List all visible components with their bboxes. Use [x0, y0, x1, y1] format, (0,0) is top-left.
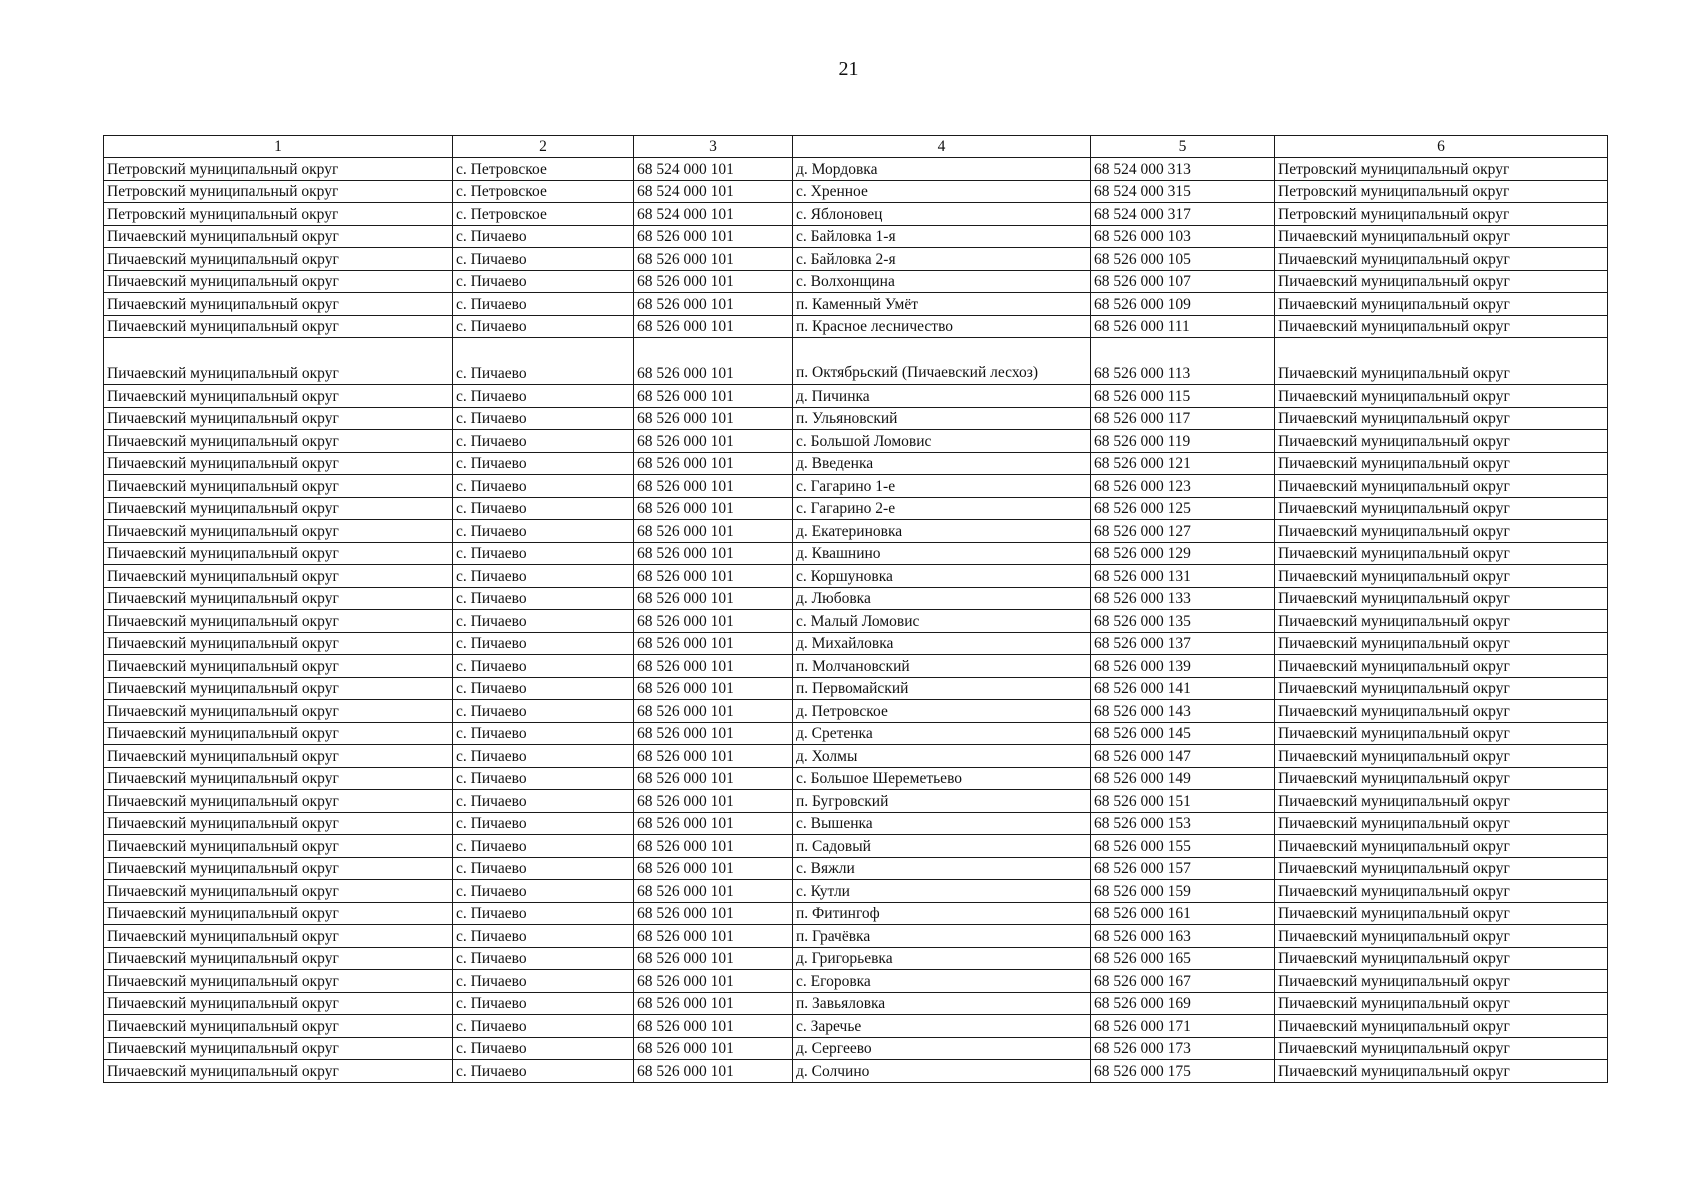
district-cell: Пичаевский муниципальный округ	[104, 857, 453, 880]
center-code-cell: 68 526 000 101	[634, 385, 793, 408]
settlement-code-cell: 68 526 000 173	[1091, 1037, 1275, 1060]
district-cell: Пичаевский муниципальный округ	[104, 248, 453, 271]
settlement-code-cell: 68 526 000 129	[1091, 542, 1275, 565]
settlement-code-cell: 68 526 000 111	[1091, 315, 1275, 338]
settlement-code-cell: 68 526 000 153	[1091, 812, 1275, 835]
table-row	[104, 700, 1608, 723]
center-cell: с. Пичаево	[453, 700, 634, 723]
table-row	[104, 880, 1608, 903]
center-code-cell: 68 524 000 101	[634, 158, 793, 181]
municipality-cell: Пичаевский муниципальный округ	[1275, 610, 1608, 633]
settlement-cell: с. Яблоновец	[793, 203, 1091, 226]
municipality-cell: Пичаевский муниципальный округ	[1275, 970, 1608, 993]
header-row	[104, 136, 1608, 158]
settlement-code-cell: 68 526 000 113	[1091, 338, 1275, 385]
settlement-cell: п. Октябрьский (Пичаевский лесхоз)	[793, 338, 1091, 385]
center-code-cell: 68 526 000 101	[634, 497, 793, 520]
center-code-cell: 68 526 000 101	[634, 677, 793, 700]
table-row	[104, 1015, 1608, 1038]
settlement-cell: д. Холмы	[793, 745, 1091, 768]
center-cell: с. Пичаево	[453, 745, 634, 768]
center-cell: с. Пичаево	[453, 520, 634, 543]
center-code-cell: 68 526 000 101	[634, 767, 793, 790]
center-cell: с. Пичаево	[453, 722, 634, 745]
table-row	[104, 1037, 1608, 1060]
settlement-code-cell: 68 526 000 103	[1091, 225, 1275, 248]
settlement-code-cell: 68 526 000 139	[1091, 655, 1275, 678]
municipality-cell: Пичаевский муниципальный округ	[1275, 677, 1608, 700]
table-row	[104, 722, 1608, 745]
settlement-code-cell: 68 526 000 107	[1091, 270, 1275, 293]
settlement-code-cell: 68 526 000 135	[1091, 610, 1275, 633]
settlement-cell: п. Фитингоф	[793, 902, 1091, 925]
center-code-cell: 68 526 000 101	[634, 315, 793, 338]
settlement-code-cell: 68 526 000 121	[1091, 452, 1275, 475]
table-row	[104, 745, 1608, 768]
center-cell: с. Пичаево	[453, 857, 634, 880]
settlement-code-cell: 68 526 000 163	[1091, 925, 1275, 948]
table-row	[104, 520, 1608, 543]
settlement-code-cell: 68 526 000 125	[1091, 497, 1275, 520]
table-row	[104, 655, 1608, 678]
settlement-cell: п. Грачёвка	[793, 925, 1091, 948]
municipality-cell: Пичаевский муниципальный округ	[1275, 587, 1608, 610]
settlement-cell: с. Малый Ломовис	[793, 610, 1091, 633]
district-cell: Пичаевский муниципальный округ	[104, 767, 453, 790]
column-header: 6	[1275, 136, 1608, 158]
district-cell: Пичаевский муниципальный округ	[104, 835, 453, 858]
municipality-cell: Пичаевский муниципальный округ	[1275, 407, 1608, 430]
settlement-code-cell: 68 524 000 315	[1091, 180, 1275, 203]
settlement-code-cell: 68 526 000 141	[1091, 677, 1275, 700]
district-cell: Пичаевский муниципальный округ	[104, 497, 453, 520]
municipality-cell: Петровский муниципальный округ	[1275, 158, 1608, 181]
center-cell: с. Пичаево	[453, 767, 634, 790]
center-cell: с. Пичаево	[453, 293, 634, 316]
table-row	[104, 902, 1608, 925]
district-cell: Пичаевский муниципальный округ	[104, 722, 453, 745]
settlement-cell: д. Введенка	[793, 452, 1091, 475]
center-cell: с. Пичаево	[453, 407, 634, 430]
center-cell: с. Пичаево	[453, 880, 634, 903]
center-code-cell: 68 526 000 101	[634, 248, 793, 271]
district-cell: Пичаевский муниципальный округ	[104, 970, 453, 993]
settlement-code-cell: 68 526 000 133	[1091, 587, 1275, 610]
settlement-cell: с. Коршуновка	[793, 565, 1091, 588]
center-code-cell: 68 526 000 101	[634, 700, 793, 723]
settlement-cell: д. Пичинка	[793, 385, 1091, 408]
settlement-cell: с. Вышенка	[793, 812, 1091, 835]
settlement-code-cell: 68 526 000 167	[1091, 970, 1275, 993]
settlement-cell: с. Хренное	[793, 180, 1091, 203]
center-code-cell: 68 526 000 101	[634, 430, 793, 453]
district-cell: Пичаевский муниципальный округ	[104, 270, 453, 293]
center-code-cell: 68 526 000 101	[634, 902, 793, 925]
center-cell: с. Петровское	[453, 180, 634, 203]
center-cell: с. Пичаево	[453, 947, 634, 970]
settlement-cell: д. Квашнино	[793, 542, 1091, 565]
center-code-cell: 68 526 000 101	[634, 790, 793, 813]
district-cell: Пичаевский муниципальный округ	[104, 225, 453, 248]
center-code-cell: 68 526 000 101	[634, 1060, 793, 1083]
municipality-cell: Пичаевский муниципальный округ	[1275, 722, 1608, 745]
settlement-cell: с. Байловка 1-я	[793, 225, 1091, 248]
settlement-code-cell: 68 526 000 115	[1091, 385, 1275, 408]
table-row	[104, 542, 1608, 565]
district-cell: Пичаевский муниципальный округ	[104, 293, 453, 316]
center-code-cell: 68 526 000 101	[634, 520, 793, 543]
table-row	[104, 497, 1608, 520]
column-header: 3	[634, 136, 793, 158]
center-cell: с. Пичаево	[453, 430, 634, 453]
center-cell: с. Пичаево	[453, 902, 634, 925]
center-cell: с. Пичаево	[453, 925, 634, 948]
settlement-cell: с. Большой Ломовис	[793, 430, 1091, 453]
municipality-cell: Пичаевский муниципальный округ	[1275, 270, 1608, 293]
center-code-cell: 68 526 000 101	[634, 270, 793, 293]
district-cell: Пичаевский муниципальный округ	[104, 1060, 453, 1083]
settlement-code-cell: 68 526 000 159	[1091, 880, 1275, 903]
table-row	[104, 677, 1608, 700]
municipality-cell: Пичаевский муниципальный округ	[1275, 565, 1608, 588]
district-cell: Пичаевский муниципальный округ	[104, 315, 453, 338]
settlement-code-cell: 68 524 000 313	[1091, 158, 1275, 181]
center-code-cell: 68 524 000 101	[634, 180, 793, 203]
center-cell: с. Пичаево	[453, 248, 634, 271]
settlement-cell: д. Солчино	[793, 1060, 1091, 1083]
settlement-cell: с. Большое Шереметьево	[793, 767, 1091, 790]
settlement-code-cell: 68 526 000 137	[1091, 632, 1275, 655]
center-code-cell: 68 526 000 101	[634, 293, 793, 316]
municipality-cell: Пичаевский муниципальный округ	[1275, 992, 1608, 1015]
table-row	[104, 632, 1608, 655]
municipality-cell: Петровский муниципальный округ	[1275, 180, 1608, 203]
center-code-cell: 68 526 000 101	[634, 947, 793, 970]
municipality-cell: Пичаевский муниципальный округ	[1275, 835, 1608, 858]
table-row	[104, 767, 1608, 790]
column-header: 1	[104, 136, 453, 158]
district-cell: Пичаевский муниципальный округ	[104, 790, 453, 813]
table-row	[104, 610, 1608, 633]
settlement-code-cell: 68 526 000 127	[1091, 520, 1275, 543]
settlement-code-cell: 68 526 000 169	[1091, 992, 1275, 1015]
center-code-cell: 68 526 000 101	[634, 475, 793, 498]
center-cell: с. Пичаево	[453, 225, 634, 248]
municipality-cell: Пичаевский муниципальный округ	[1275, 790, 1608, 813]
settlement-code-cell: 68 526 000 157	[1091, 857, 1275, 880]
district-cell: Пичаевский муниципальный округ	[104, 925, 453, 948]
center-code-cell: 68 526 000 101	[634, 1015, 793, 1038]
center-cell: с. Пичаево	[453, 497, 634, 520]
settlement-code-cell: 68 526 000 131	[1091, 565, 1275, 588]
district-cell: Пичаевский муниципальный округ	[104, 587, 453, 610]
settlement-code-cell: 68 526 000 109	[1091, 293, 1275, 316]
center-code-cell: 68 524 000 101	[634, 203, 793, 226]
center-code-cell: 68 526 000 101	[634, 745, 793, 768]
center-cell: с. Петровское	[453, 203, 634, 226]
center-code-cell: 68 526 000 101	[634, 452, 793, 475]
center-cell: с. Пичаево	[453, 1015, 634, 1038]
district-cell: Пичаевский муниципальный округ	[104, 520, 453, 543]
center-code-cell: 68 526 000 101	[634, 225, 793, 248]
district-cell: Петровский муниципальный округ	[104, 158, 453, 181]
column-header: 4	[793, 136, 1091, 158]
municipality-cell: Пичаевский муниципальный округ	[1275, 452, 1608, 475]
settlement-cell: с. Гагарино 2-е	[793, 497, 1091, 520]
settlement-cell: п. Бугровский	[793, 790, 1091, 813]
municipality-cell: Пичаевский муниципальный округ	[1275, 430, 1608, 453]
municipality-cell: Пичаевский муниципальный округ	[1275, 947, 1608, 970]
center-cell: с. Пичаево	[453, 385, 634, 408]
settlement-cell: с. Егоровка	[793, 970, 1091, 993]
settlement-cell: с. Кутли	[793, 880, 1091, 903]
center-cell: с. Пичаево	[453, 610, 634, 633]
table-row	[104, 947, 1608, 970]
center-cell: с. Пичаево	[453, 970, 634, 993]
settlement-code-cell: 68 526 000 155	[1091, 835, 1275, 858]
district-cell: Петровский муниципальный округ	[104, 180, 453, 203]
table-row	[104, 452, 1608, 475]
settlement-code-cell: 68 526 000 175	[1091, 1060, 1275, 1083]
settlement-cell: п. Каменный Умёт	[793, 293, 1091, 316]
municipality-cell: Пичаевский муниципальный округ	[1275, 880, 1608, 903]
page-number: 21	[838, 58, 859, 80]
settlement-code-cell: 68 526 000 119	[1091, 430, 1275, 453]
municipality-cell: Пичаевский муниципальный округ	[1275, 812, 1608, 835]
center-code-cell: 68 526 000 101	[634, 338, 793, 385]
settlement-cell: с. Волхонщина	[793, 270, 1091, 293]
table-row	[104, 158, 1608, 181]
table-row	[104, 790, 1608, 813]
table-row	[104, 475, 1608, 498]
district-cell: Пичаевский муниципальный округ	[104, 812, 453, 835]
settlement-cell: с. Гагарино 1-е	[793, 475, 1091, 498]
center-code-cell: 68 526 000 101	[634, 632, 793, 655]
center-code-cell: 68 526 000 101	[634, 812, 793, 835]
settlement-cell: п. Красное лесничество	[793, 315, 1091, 338]
district-cell: Пичаевский муниципальный округ	[104, 407, 453, 430]
center-code-cell: 68 526 000 101	[634, 565, 793, 588]
district-cell: Пичаевский муниципальный округ	[104, 338, 453, 385]
center-code-cell: 68 526 000 101	[634, 925, 793, 948]
center-cell: с. Пичаево	[453, 790, 634, 813]
table-row	[104, 270, 1608, 293]
center-cell: с. Пичаево	[453, 475, 634, 498]
settlement-cell: д. Михайловка	[793, 632, 1091, 655]
center-cell: с. Пичаево	[453, 587, 634, 610]
settlement-cell: д. Сергеево	[793, 1037, 1091, 1060]
municipality-cell: Пичаевский муниципальный округ	[1275, 632, 1608, 655]
settlement-cell: д. Сретенка	[793, 722, 1091, 745]
district-cell: Пичаевский муниципальный округ	[104, 542, 453, 565]
district-cell: Пичаевский муниципальный округ	[104, 677, 453, 700]
center-cell: с. Пичаево	[453, 1060, 634, 1083]
settlement-code-cell: 68 526 000 117	[1091, 407, 1275, 430]
municipality-cell: Пичаевский муниципальный округ	[1275, 925, 1608, 948]
settlement-code-cell: 68 526 000 161	[1091, 902, 1275, 925]
table-row	[104, 338, 1608, 385]
settlement-cell: д. Любовка	[793, 587, 1091, 610]
district-cell: Пичаевский муниципальный округ	[104, 475, 453, 498]
settlement-cell: п. Завьяловка	[793, 992, 1091, 1015]
settlement-code-cell: 68 526 000 171	[1091, 1015, 1275, 1038]
center-code-cell: 68 526 000 101	[634, 835, 793, 858]
column-header: 2	[453, 136, 634, 158]
municipality-cell: Пичаевский муниципальный округ	[1275, 1060, 1608, 1083]
center-code-cell: 68 526 000 101	[634, 587, 793, 610]
table-body	[104, 158, 1608, 1083]
center-code-cell: 68 526 000 101	[634, 407, 793, 430]
district-cell: Пичаевский муниципальный округ	[104, 655, 453, 678]
table-row	[104, 857, 1608, 880]
district-cell: Пичаевский муниципальный округ	[104, 880, 453, 903]
settlement-code-cell: 68 526 000 123	[1091, 475, 1275, 498]
settlement-cell: с. Вяжли	[793, 857, 1091, 880]
municipality-cell: Пичаевский муниципальный округ	[1275, 1015, 1608, 1038]
center-cell: с. Пичаево	[453, 1037, 634, 1060]
table-row	[104, 407, 1608, 430]
district-cell: Пичаевский муниципальный округ	[104, 745, 453, 768]
table-row	[104, 203, 1608, 226]
center-cell: с. Пичаево	[453, 992, 634, 1015]
center-code-cell: 68 526 000 101	[634, 857, 793, 880]
settlement-cell: д. Петровское	[793, 700, 1091, 723]
municipality-cell: Пичаевский муниципальный округ	[1275, 385, 1608, 408]
district-cell: Пичаевский муниципальный округ	[104, 610, 453, 633]
district-cell: Петровский муниципальный округ	[104, 203, 453, 226]
table-row	[104, 992, 1608, 1015]
center-code-cell: 68 526 000 101	[634, 880, 793, 903]
settlement-code-cell: 68 524 000 317	[1091, 203, 1275, 226]
center-cell: с. Пичаево	[453, 835, 634, 858]
center-cell: с. Пичаево	[453, 338, 634, 385]
table-row	[104, 248, 1608, 271]
district-cell: Пичаевский муниципальный округ	[104, 902, 453, 925]
district-cell: Пичаевский муниципальный округ	[104, 947, 453, 970]
district-cell: Пичаевский муниципальный округ	[104, 700, 453, 723]
settlement-cell: п. Садовый	[793, 835, 1091, 858]
table-row	[104, 315, 1608, 338]
table-row	[104, 180, 1608, 203]
settlement-cell: п. Первомайский	[793, 677, 1091, 700]
municipality-cell: Пичаевский муниципальный округ	[1275, 248, 1608, 271]
district-cell: Пичаевский муниципальный округ	[104, 385, 453, 408]
settlement-cell: с. Байловка 2-я	[793, 248, 1091, 271]
municipality-cell: Пичаевский муниципальный округ	[1275, 902, 1608, 925]
table-row	[104, 812, 1608, 835]
settlement-cell: с. Заречье	[793, 1015, 1091, 1038]
municipality-cell: Пичаевский муниципальный округ	[1275, 497, 1608, 520]
center-cell: с. Пичаево	[453, 565, 634, 588]
settlement-cell: д. Григорьевка	[793, 947, 1091, 970]
center-cell: с. Пичаево	[453, 655, 634, 678]
table-row	[104, 1060, 1608, 1083]
center-code-cell: 68 526 000 101	[634, 655, 793, 678]
center-code-cell: 68 526 000 101	[634, 542, 793, 565]
municipality-cell: Пичаевский муниципальный округ	[1275, 767, 1608, 790]
table-row	[104, 430, 1608, 453]
settlement-code-cell: 68 526 000 147	[1091, 745, 1275, 768]
settlement-cell: д. Мордовка	[793, 158, 1091, 181]
table-row	[104, 835, 1608, 858]
municipality-cell: Пичаевский муниципальный округ	[1275, 520, 1608, 543]
district-cell: Пичаевский муниципальный округ	[104, 565, 453, 588]
municipality-cell: Пичаевский муниципальный округ	[1275, 745, 1608, 768]
municipality-cell: Пичаевский муниципальный округ	[1275, 338, 1608, 385]
settlement-code-cell: 68 526 000 105	[1091, 248, 1275, 271]
settlement-cell: п. Ульяновский	[793, 407, 1091, 430]
center-code-cell: 68 526 000 101	[634, 722, 793, 745]
municipality-cell: Пичаевский муниципальный округ	[1275, 293, 1608, 316]
district-cell: Пичаевский муниципальный округ	[104, 452, 453, 475]
municipality-cell: Пичаевский муниципальный округ	[1275, 225, 1608, 248]
center-code-cell: 68 526 000 101	[634, 970, 793, 993]
municipality-cell: Пичаевский муниципальный округ	[1275, 475, 1608, 498]
table-row	[104, 293, 1608, 316]
table-row	[104, 970, 1608, 993]
municipality-cell: Пичаевский муниципальный округ	[1275, 315, 1608, 338]
center-cell: с. Пичаево	[453, 542, 634, 565]
table-row	[104, 565, 1608, 588]
municipality-cell: Пичаевский муниципальный округ	[1275, 700, 1608, 723]
center-cell: с. Петровское	[453, 158, 634, 181]
district-cell: Пичаевский муниципальный округ	[104, 992, 453, 1015]
center-cell: с. Пичаево	[453, 315, 634, 338]
center-code-cell: 68 526 000 101	[634, 1037, 793, 1060]
settlement-cell: п. Молчановский	[793, 655, 1091, 678]
settlement-code-cell: 68 526 000 165	[1091, 947, 1275, 970]
municipality-cell: Пичаевский муниципальный округ	[1275, 1037, 1608, 1060]
center-cell: с. Пичаево	[453, 812, 634, 835]
district-cell: Пичаевский муниципальный округ	[104, 1015, 453, 1038]
settlements-table	[103, 135, 1608, 1083]
district-cell: Пичаевский муниципальный округ	[104, 1037, 453, 1060]
center-code-cell: 68 526 000 101	[634, 992, 793, 1015]
center-cell: с. Пичаево	[453, 270, 634, 293]
settlement-code-cell: 68 526 000 149	[1091, 767, 1275, 790]
municipality-cell: Пичаевский муниципальный округ	[1275, 857, 1608, 880]
municipality-cell: Пичаевский муниципальный округ	[1275, 542, 1608, 565]
table-row	[104, 587, 1608, 610]
settlement-code-cell: 68 526 000 143	[1091, 700, 1275, 723]
municipality-cell: Пичаевский муниципальный округ	[1275, 655, 1608, 678]
center-cell: с. Пичаево	[453, 632, 634, 655]
center-cell: с. Пичаево	[453, 452, 634, 475]
district-cell: Пичаевский муниципальный округ	[104, 430, 453, 453]
table-row	[104, 385, 1608, 408]
district-cell: Пичаевский муниципальный округ	[104, 632, 453, 655]
municipality-cell: Петровский муниципальный округ	[1275, 203, 1608, 226]
settlement-code-cell: 68 526 000 145	[1091, 722, 1275, 745]
column-header: 5	[1091, 136, 1275, 158]
table-row	[104, 925, 1608, 948]
center-code-cell: 68 526 000 101	[634, 610, 793, 633]
table-row	[104, 225, 1608, 248]
settlement-cell: д. Екатериновка	[793, 520, 1091, 543]
center-cell: с. Пичаево	[453, 677, 634, 700]
settlement-code-cell: 68 526 000 151	[1091, 790, 1275, 813]
